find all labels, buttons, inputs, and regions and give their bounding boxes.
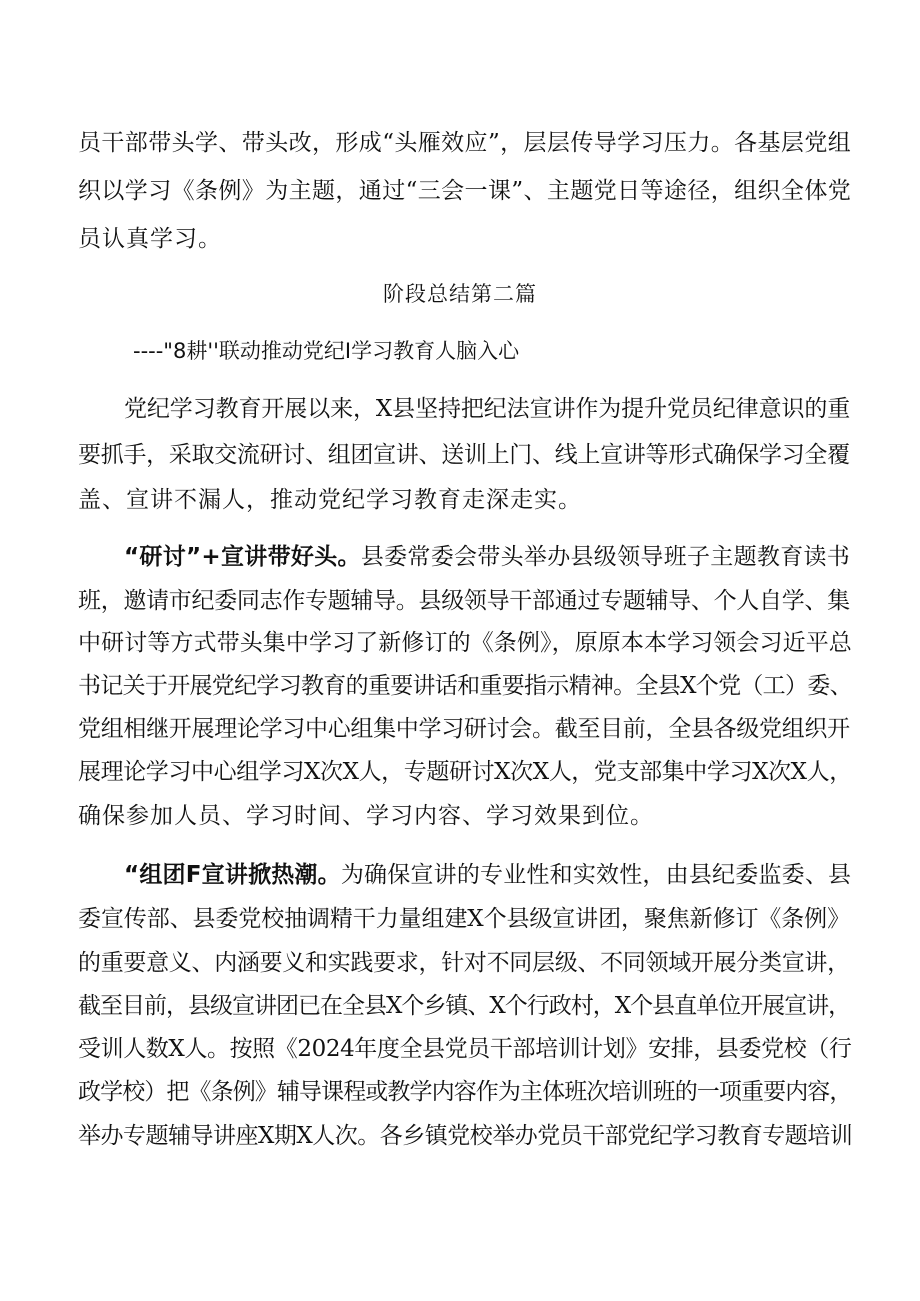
para2-first-line-rest: 县委常委会带头举办县级领导班子主题教育读书: [360, 544, 851, 570]
para3-line-2: 委宣传部、县委党校抽调精干力量组建X个县级宣讲团，聚焦新修订《条例》: [78, 906, 850, 932]
para2-line-2: 班，邀请市纪委同志作专题辅导。县级领导干部通过专题辅导、个人自学、集: [78, 588, 850, 614]
para1-line-1: 党纪学习教育开展以来，X县坚持把纪法宣讲作为提升党员纪律意识的重: [124, 396, 851, 422]
para1-line-3: 盖、宣讲不漏人，推动党纪学习教育走深走实。: [78, 487, 582, 513]
para3-line-5: 受训人数X人。按照《2024年度全县党员干部培训计划》安排，县委党校（行: [78, 1036, 852, 1062]
para2-line-7: 确保参加人员、学习时间、学习内容、学习效果到位。: [78, 803, 654, 829]
para3-first-line-rest: 为确保宣讲的专业性和实效性，由县纪委监委、县: [340, 862, 852, 888]
para3-line-6: 政学校）把《条例》辅导课程或教学内容作为主体班次培训班的一项重要内容，: [78, 1079, 852, 1105]
section-subtitle: ----"8耕''联动推动党纪I学习教育人脑入心: [133, 339, 520, 363]
para3-line-4: 截至目前，县级宣讲团已在全县X个乡镇、X个行政村，X个县直单位开展宣讲，: [78, 993, 851, 1019]
intro-line-3: 员认真学习。: [78, 226, 222, 252]
para2-heading: “研讨”+宣讲带好头。: [124, 544, 361, 570]
para1-line-2: 要抓手，采取交流研讨、组团宣讲、送训上门、线上宣讲等形式确保学习全覆: [78, 442, 850, 468]
intro-line-1: 员干部带头学、带头改，形成“头雁效应”，层层传导学习压力。各基层党组: [78, 130, 852, 156]
para2-line-6: 展理论学习中心组学习X次X人，专题研讨X次X人，党支部集中学习X次X人，: [78, 759, 852, 785]
section-title: 阶段总结第二篇: [383, 282, 537, 306]
para2-line-5: 党组相继开展理论学习中心组集中学习研讨会。截至目前，全县各级党组织开: [78, 716, 850, 742]
para3-line-3: 的重要意义、内涵要义和实践要求，针对不同层级、不同领域开展分类宣讲，: [78, 950, 850, 976]
para3-heading: “组团F宣讲掀热潮。: [124, 862, 341, 888]
para3-line-1: [124, 860, 851, 890]
para2-line-1: [124, 542, 850, 572]
para2-line-3: 中研讨等方式带头集中学习了新修订的《条例》，原原本本学习领会习近平总: [78, 630, 852, 656]
intro-line-2: 织以学习《条例》为主题，通过“三会一课”、主题党日等途径，组织全体党: [78, 178, 852, 204]
para3-line-7: 举办专题辅导讲座X期X人次。各乡镇党校举办党员干部党纪学习教育专题培训: [78, 1123, 853, 1149]
para2-line-4: 书记关于开展党纪学习教育的重要讲话和重要指示精神。全县X个党（工）委、: [78, 673, 852, 699]
